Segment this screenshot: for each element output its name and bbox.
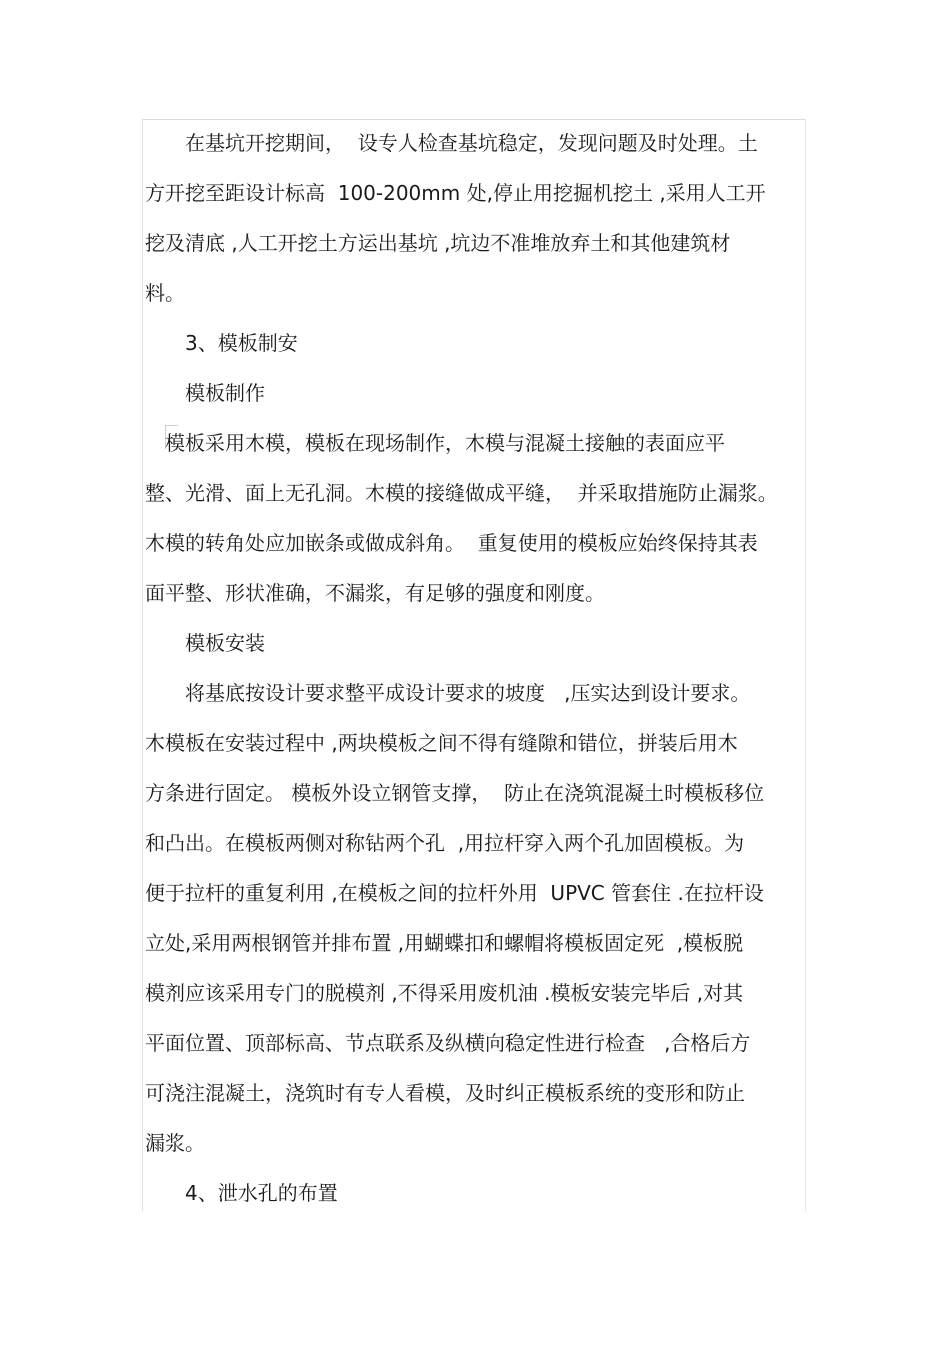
text-line: 木模的转角处应加嵌条或做成斜角。 重复使用的模板应始终保持其表 <box>145 531 758 555</box>
text-line: 在基坑开挖期间， 设专人检查基坑稳定，发现问题及时处理。土 <box>145 131 758 155</box>
subsection-heading: 模板安装 <box>145 631 265 655</box>
text-line: 木模板在安装过程中 ,两块模板之间不得有缝隙和错位，拼装后用木 <box>145 731 738 755</box>
text-line: 模板采用木模，模板在现场制作，木模与混凝土接触的表面应平 <box>145 431 725 455</box>
section-heading: 4、泄水孔的布置 <box>145 1181 338 1205</box>
text-line: 漏浆。 <box>145 1131 205 1155</box>
text-line: 方开挖至距设计标高 100-200mm 处,停止用挖掘机挖土 ,采用人工开 <box>145 181 766 205</box>
text-line: 立处,采用两根钢管并排布置 ,用蝴蝶扣和螺帽将模板固定死 ,模板脱 <box>145 931 744 955</box>
text-line: 料。 <box>145 281 185 305</box>
text-line: 便于拉杆的重复利用 ,在模板之间的拉杆外用 UPVC 管套住 .在拉杆设 <box>145 881 764 905</box>
text-line: 将基底按设计要求整平成设计要求的坡度 ,压实达到设计要求。 <box>145 681 751 705</box>
text-line: 模剂应该采用专门的脱模剂 ,不得采用废机油 .模板安装完毕后 ,对其 <box>145 981 744 1005</box>
text-line: 整、光滑、面上无孔洞。木模的接缝做成平缝， 并采取措施防止漏浆。 <box>145 481 778 505</box>
text-line: 面平整、形状准确，不漏浆，有足够的强度和刚度。 <box>145 581 605 605</box>
text-line: 方条进行固定。 模板外设立钢管支撑， 防止在浇筑混凝土时模板移位 <box>145 781 765 805</box>
text-line: 挖及清底 ,人工开挖土方运出基坑 ,坑边不准堆放弃土和其他建筑材 <box>145 231 731 255</box>
subsection-heading: 模板制作 <box>145 381 265 405</box>
text-line: 可浇注混凝土，浇筑时有专人看模，及时纠正模板系统的变形和防止 <box>145 1081 745 1105</box>
text-line: 和凸出。在模板两侧对称钻两个孔 ,用拉杆穿入两个孔加固模板。为 <box>145 831 745 855</box>
section-heading: 3、模板制安 <box>145 331 298 355</box>
text-line: 平面位置、顶部标高、节点联系及纵横向稳定性进行检查 ,合格后方 <box>145 1031 751 1055</box>
